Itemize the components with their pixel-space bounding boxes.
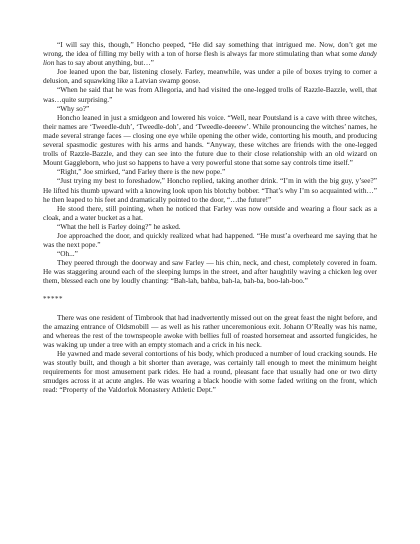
paragraph: Honcho leaned in just a smidgeon and lowered his voice. “Well, near Poutsland is a cave with three witches, their names are ‘Tweedle-duh’, ‘Tweedle-doh’, and ‘Tweedle-deeeew’. While pronouncing the witches’ names, he made several strange faces — closing one eye while opening the other wide, contorting his mouth, and producing several spasmodic gestures with his arms and hands. “Anyway, these witches are friends with the one-legged trolls of Razzle-Bazzle, and they can see into the future due to their close relationship with an old wizard on Mount Gaggleborn, who just so happens to have a very powerful stone that some say controls time itself.” (43, 112, 377, 168)
paragraph: Joe approached the door, and quickly realized what had happened. “He must’a overheard me saying that he was the next pope.” (43, 230, 377, 250)
italic-dandy-lion: dandy lion (43, 49, 377, 68)
paragraph: They peered through the doorway and saw Farley — his chin, neck, and chest, completely covered in foam. He was staggering around each of the sleeping lumps in the street, and after haughtily waving a chicken leg over them, blessed each one by loudly chanting: “Bah-lah, bahba, bah-la, bah-ba, boo-lah-boo.” (43, 258, 377, 286)
paragraph: “Oh...” (57, 249, 78, 259)
paragraph: There was one resident of Timbrook that had inadvertently missed out on the great feast the night before, and the amazing entrance of Oldsmobill — as well as his rather unceremonious exit. Johann O’Really was his name, and whereas the rest of the townspeople awoke with bellies full of roasted horsemeat and assorted fungicides, he was waking up under a tree with an empty stomach and a crick in his neck. (43, 312, 377, 349)
paragraph: “What the hell is Farley doing?” he asked. (57, 221, 181, 231)
paragraph: “I will say this, though,” Honcho peeped, “He did say something that intrigued me. Now, don’t get me wrong, the idea of filling my belly with a ton of horse flesh is always far more stimulating than what some dandy lion has to say about anything, but…” (43, 40, 377, 68)
section-separator: ***** (43, 294, 63, 303)
paragraph: “Right,” Joe smirked, “and Farley there is the new pope.” (57, 167, 226, 177)
paragraph: Joe leaned upon the bar, listening closely. Farley, meanwhile, was under a pile of boxes trying to corner a delusion, and squawking like a Latvian swamp goose. (43, 67, 377, 86)
paragraph: “Just trying my best to foreshadow,” Honcho replied, taking another drink. “I’m in with the big guy, y’see?” He lifted his thumb upward with a knowing look upon his blotchy bobber. “That’s why I’m so acquainted with…” he then leaped to his feet and dramatically pointed to the door, “…the future!” (43, 176, 377, 204)
paragraph: “When he said that he was from Allegoria, and had visited the one-legged trolls of Razzle-Bazzle, well, that was…quite surprising.” (43, 85, 377, 104)
paragraph: He yawned and made several contortions of his body, which produced a number of loud cracking sounds. He was stoutly built, and though a bit shorter than average, was certainly tall enough to meet the minimum height requirements for most amusement park rides. He had a round, pleasant face that usually had one or two dirty smudges across it at acute angles. He was wearing a black hoodie with some faded writing on the front, which read: “Property of the Valdorlok Monastery Athletic Dept.” (43, 349, 377, 395)
paragraph: “Why so?” (57, 103, 90, 113)
paragraph: He stood there, still pointing, when he noticed that Farley was now outside and wearing a flour sack as a cloak, and a water bucket as a hat. (43, 203, 377, 222)
